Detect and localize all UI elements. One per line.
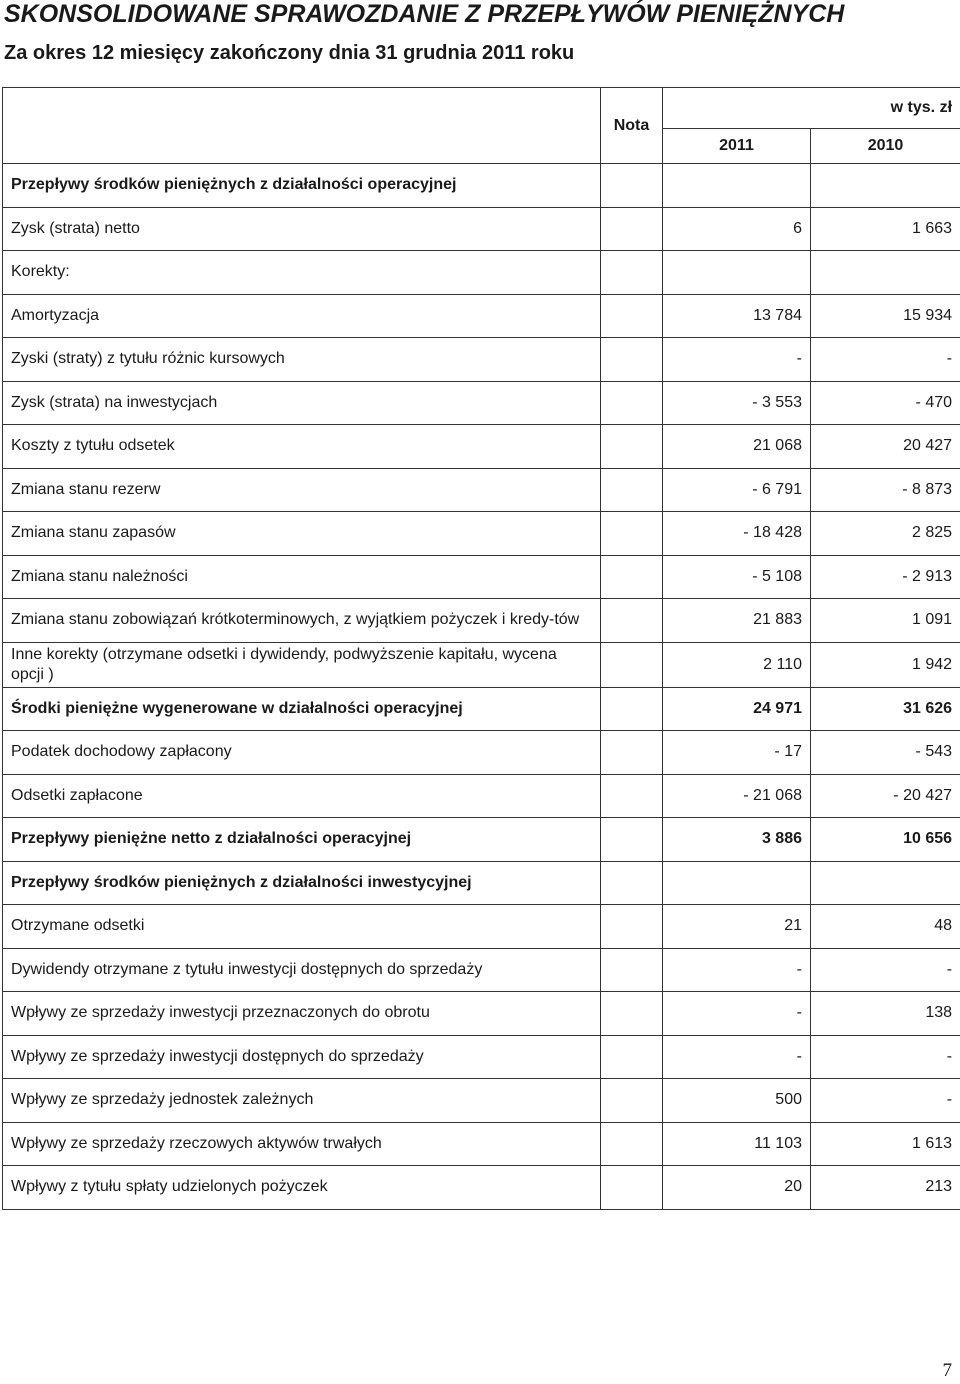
row-nota <box>601 1035 663 1079</box>
table-row <box>3 381 960 425</box>
table-row <box>3 818 960 862</box>
row-nota <box>601 207 663 251</box>
header-year-2011: 2011 <box>663 129 811 164</box>
row-value-2010: 31 626 <box>811 687 960 731</box>
row-value-2011: - 6 791 <box>663 468 811 512</box>
row-label: Wpływy ze sprzedaży inwestycji dostępnych do sprzedaży <box>3 1035 601 1079</box>
table-row <box>3 555 960 599</box>
row-nota <box>601 1079 663 1123</box>
row-nota <box>601 425 663 469</box>
row-value-2010: - 470 <box>811 381 960 425</box>
row-label: Odsetki zapłacone <box>3 774 601 818</box>
table-row <box>3 164 960 208</box>
row-nota <box>601 861 663 905</box>
row-value-2010: - 20 427 <box>811 774 960 818</box>
row-nota <box>601 948 663 992</box>
table-row <box>3 687 960 731</box>
table-row <box>3 425 960 469</box>
row-value-2010: - <box>811 948 960 992</box>
row-value-2010: 1 942 <box>811 642 960 687</box>
table-row <box>3 1035 960 1079</box>
row-label: Inne korekty (otrzymane odsetki i dywidendy, podwyższenie kapitału, wycena opcji ) <box>3 642 601 687</box>
table-row <box>3 731 960 775</box>
row-nota <box>601 818 663 862</box>
table-row <box>3 207 960 251</box>
row-value-2011: 24 971 <box>663 687 811 731</box>
row-label: Środki pieniężne wygenerowane w działalności operacyjnej <box>3 687 601 731</box>
table-row <box>3 251 960 295</box>
row-value-2010: - 543 <box>811 731 960 775</box>
row-value-2011 <box>663 251 811 295</box>
row-nota <box>601 164 663 208</box>
row-label: Zmiana stanu należności <box>3 555 601 599</box>
row-value-2011: - 5 108 <box>663 555 811 599</box>
row-value-2011: 3 886 <box>663 818 811 862</box>
row-value-2010: 15 934 <box>811 294 960 338</box>
row-label: Dywidendy otrzymane z tytułu inwestycji dostępnych do sprzedaży <box>3 948 601 992</box>
row-value-2011: 21 <box>663 905 811 949</box>
row-value-2010: 1 663 <box>811 207 960 251</box>
row-value-2011: - 18 428 <box>663 512 811 556</box>
row-value-2010: 2 825 <box>811 512 960 556</box>
row-value-2010: - 2 913 <box>811 555 960 599</box>
row-nota <box>601 774 663 818</box>
table-row <box>3 468 960 512</box>
row-label: Otrzymane odsetki <box>3 905 601 949</box>
table-row <box>3 905 960 949</box>
row-value-2010: 138 <box>811 992 960 1036</box>
table-row <box>3 599 960 643</box>
page-number: 7 <box>942 1360 952 1381</box>
row-label: Zyski (straty) z tytułu różnic kursowych <box>3 338 601 382</box>
row-nota <box>601 512 663 556</box>
row-nota <box>601 731 663 775</box>
row-value-2010 <box>811 164 960 208</box>
row-value-2011: 13 784 <box>663 294 811 338</box>
row-nota <box>601 1122 663 1166</box>
row-value-2011: - 17 <box>663 731 811 775</box>
row-label: Zysk (strata) netto <box>3 207 601 251</box>
row-nota <box>601 251 663 295</box>
row-value-2010: - 8 873 <box>811 468 960 512</box>
row-value-2011: - <box>663 338 811 382</box>
row-value-2011: 2 110 <box>663 642 811 687</box>
row-value-2011: 500 <box>663 1079 811 1123</box>
header-year-2010: 2010 <box>811 129 960 164</box>
row-label: Przepływy środków pieniężnych z działalności operacyjnej <box>3 164 601 208</box>
row-nota <box>601 338 663 382</box>
header-row-unit <box>3 88 960 129</box>
row-nota <box>601 1166 663 1210</box>
row-value-2011 <box>663 861 811 905</box>
row-label: Wpływy ze sprzedaży inwestycji przeznaczonych do obrotu <box>3 992 601 1036</box>
row-nota <box>601 381 663 425</box>
row-nota <box>601 294 663 338</box>
table-row <box>3 1122 960 1166</box>
row-value-2010 <box>811 251 960 295</box>
table-row <box>3 1166 960 1210</box>
report-subtitle: Za okres 12 miesięcy zakończony dnia 31 grudnia 2011 roku <box>4 42 575 64</box>
row-nota <box>601 555 663 599</box>
header-label-cell <box>3 88 601 164</box>
row-nota <box>601 687 663 731</box>
row-label: Zmiana stanu rezerw <box>3 468 601 512</box>
row-label: Korekty: <box>3 251 601 295</box>
row-nota <box>601 642 663 687</box>
row-label: Wpływy z tytułu spłaty udzielonych pożyczek <box>3 1166 601 1210</box>
row-value-2011: - 3 553 <box>663 381 811 425</box>
table-row <box>3 992 960 1036</box>
row-value-2011: 6 <box>663 207 811 251</box>
row-value-2011 <box>663 164 811 208</box>
table-row <box>3 294 960 338</box>
row-value-2011: 21 883 <box>663 599 811 643</box>
row-value-2010: 10 656 <box>811 818 960 862</box>
table-row <box>3 948 960 992</box>
row-value-2010 <box>811 861 960 905</box>
row-value-2011: 21 068 <box>663 425 811 469</box>
row-label: Przepływy pieniężne netto z działalności operacyjnej <box>3 818 601 862</box>
table-row <box>3 642 960 687</box>
row-value-2010: - <box>811 1035 960 1079</box>
row-value-2011: - 21 068 <box>663 774 811 818</box>
row-label: Wpływy ze sprzedaży jednostek zależnych <box>3 1079 601 1123</box>
row-nota <box>601 905 663 949</box>
table-row <box>3 861 960 905</box>
row-value-2011: - <box>663 948 811 992</box>
cash-flow-table <box>2 87 960 1210</box>
header-nota: Nota <box>601 88 663 164</box>
row-label: Przepływy środków pieniężnych z działalności inwestycyjnej <box>3 861 601 905</box>
row-value-2010: 1 091 <box>811 599 960 643</box>
row-label: Wpływy ze sprzedaży rzeczowych aktywów trwałych <box>3 1122 601 1166</box>
row-value-2010: - <box>811 338 960 382</box>
row-label: Amortyzacja <box>3 294 601 338</box>
row-value-2011: 20 <box>663 1166 811 1210</box>
table-row <box>3 338 960 382</box>
row-value-2010: 1 613 <box>811 1122 960 1166</box>
row-value-2011: - <box>663 992 811 1036</box>
row-label: Zmiana stanu zobowiązań krótkoterminowych, z wyjątkiem pożyczek i kredy-tów <box>3 599 601 643</box>
row-label: Zmiana stanu zapasów <box>3 512 601 556</box>
table-row <box>3 1079 960 1123</box>
row-value-2010: 48 <box>811 905 960 949</box>
table-row <box>3 774 960 818</box>
row-value-2010: 213 <box>811 1166 960 1210</box>
row-nota <box>601 599 663 643</box>
row-value-2011: - <box>663 1035 811 1079</box>
report-title: SKONSOLIDOWANE SPRAWOZDANIE Z PRZEPŁYWÓW PIENIĘŻNYCH <box>4 0 845 28</box>
row-label: Podatek dochodowy zapłacony <box>3 731 601 775</box>
row-label: Zysk (strata) na inwestycjach <box>3 381 601 425</box>
row-value-2010: 20 427 <box>811 425 960 469</box>
table-row <box>3 512 960 556</box>
row-nota <box>601 992 663 1036</box>
row-nota <box>601 468 663 512</box>
row-value-2011: 11 103 <box>663 1122 811 1166</box>
header-unit: w tys. zł <box>663 88 960 129</box>
row-label: Koszty z tytułu odsetek <box>3 425 601 469</box>
row-value-2010: - <box>811 1079 960 1123</box>
